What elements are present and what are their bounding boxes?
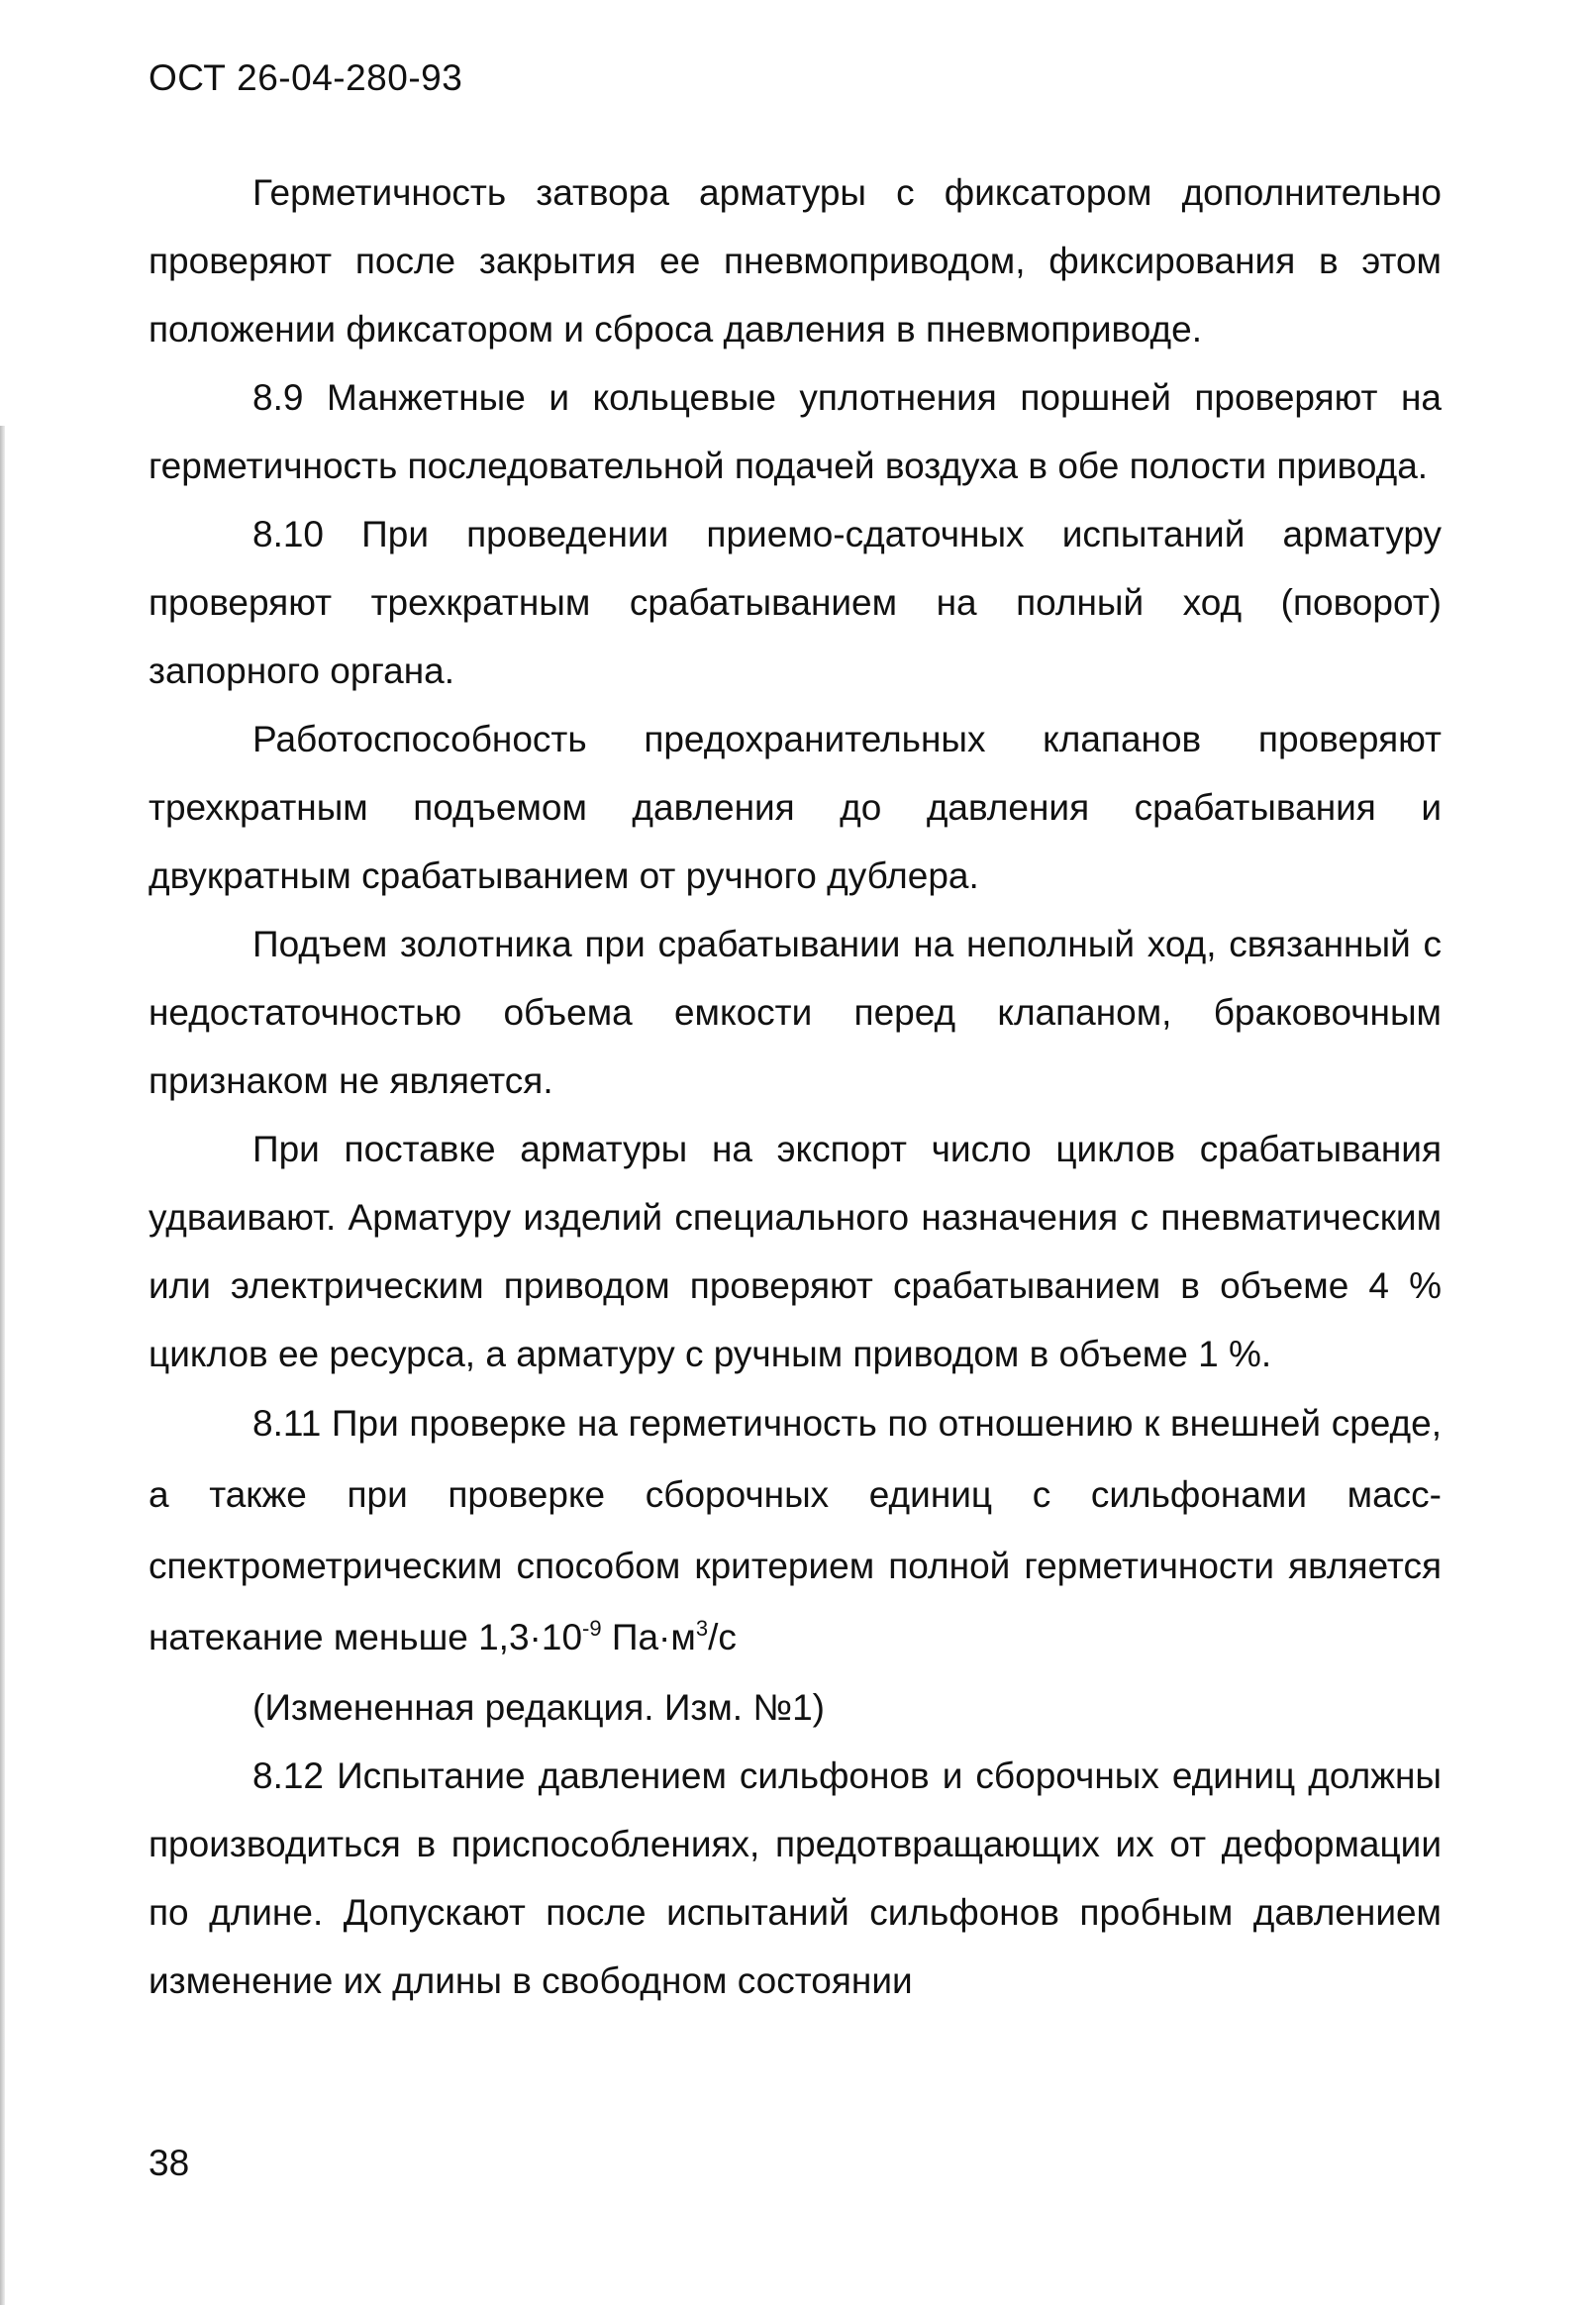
paragraph-8-11-text: 8.11 При проверке на герметичность по отношению к внешней среде, а также при проверке сборочных единиц с сильфонами масс-спектрометрическим способом критерием полной герметичности является натекание меньше 1,3·10: [149, 1403, 1442, 1657]
paragraph-8-9: 8.9 Манжетные и кольцевые уплотнения поршней проверяют на герметичность последовательной подачей воздуха в обе полости привода.: [149, 377, 1442, 486]
page-body: [149, 158, 1442, 2015]
leak-rate-exponent: -9: [582, 1616, 602, 1641]
paragraph-amendment-note: (Измененная редакция. Изм. №1): [252, 1687, 825, 1728]
leak-rate-unit: Па·м: [601, 1617, 696, 1657]
paragraph-export-cycles: При поставке арматуры на экспорт число циклов срабатывания удваивают. Арматуру изделий специального назначения с пневматическим или электрическим приводом проверяют срабатыванием в объеме 4 % циклов ее ресурса, а арматуру с ручным приводом в объеме 1 %.: [149, 1129, 1442, 1374]
paragraph-8-11: [149, 1388, 1442, 1673]
paragraph-8-12: 8.12 Испытание давлением сильфонов и сборочных единиц должны производиться в приспособлениях, предотвращающих их от деформации по длине. Допускают после испытаний сильфонов пробным давлением изменение их длины в свободном состоянии: [149, 1755, 1442, 2001]
leak-rate-unit-exponent: 3: [695, 1616, 709, 1641]
leak-rate-unit-tail: /с: [708, 1617, 737, 1657]
paragraph-fixator-tightness: Герметичность затвора арматуры с фиксатором дополнительно проверяют после закрытия ее пневмоприводом, фиксирования в этом положении фиксатором и сброса давления в пневмоприводе.: [149, 172, 1442, 350]
paragraph-safety-valves: Работоспособность предохранительных клапанов проверяют трехкратным подъемом давления до давления срабатывания и двукратным срабатыванием от ручного дублера.: [149, 719, 1442, 896]
scan-edge: [0, 426, 5, 2305]
page-number: 38: [149, 2143, 190, 2183]
paragraph-spool-lift: Подъем золотника при срабатывании на неполный ход, связанный с недостаточностью объема емкости перед клапаном, браковочным признаком не является.: [149, 924, 1442, 1101]
document-code: ОСТ 26-04-280-93: [149, 57, 463, 98]
paragraph-8-10: 8.10 При проведении приемо-сдаточных испытаний арматуру проверяют трехкратным срабатыванием на полный ход (поворот) запорного органа.: [149, 514, 1442, 691]
